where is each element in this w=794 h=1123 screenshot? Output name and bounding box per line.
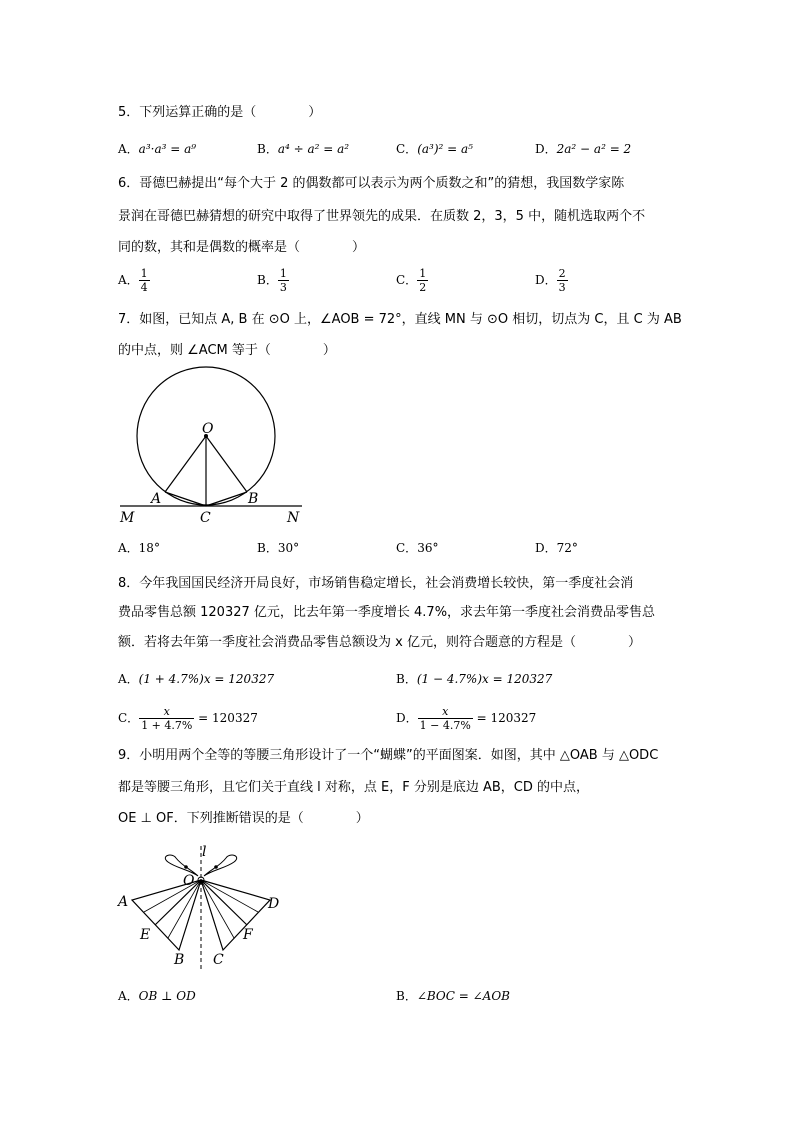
q6-line-1: 6．哥德巴赫提出“每个大于 2 的偶数都可以表示为两个质数之和”的猜想，我国数学家陈 (118, 176, 625, 191)
q9-label-d: D (268, 896, 280, 912)
q6-option-d-denominator: 3 (558, 281, 566, 294)
q7-option-c-label: C． (396, 541, 418, 555)
q9-label-o: O (183, 873, 195, 889)
q9-line-3: OE ⊥ OF．下列推断错误的是（ ） (118, 811, 369, 826)
q5-option-c (396, 141, 473, 157)
q7-segment-oa (165, 436, 206, 492)
q5-option-a-text: a³·a³ = a⁹ (138, 142, 197, 156)
q8-option-d-denominator: 1 − 4.7% (419, 719, 471, 732)
q8-option-c-rhs: = 120327 (198, 711, 258, 725)
q9-right-antenna (204, 855, 237, 876)
q7-option-a (118, 540, 160, 556)
q5-option-b (257, 141, 349, 157)
q5-option-a-label: A． (118, 142, 139, 156)
q8-option-b-label: B． (396, 672, 417, 686)
q7-option-b-label: B． (257, 541, 278, 555)
q9-label-e: E (140, 927, 151, 943)
q7-line-1: 7．如图，已知点 A, B 在 ⊙O 上，∠AOB = 72°，直线 MN 与 ⊙O 相切，切点为 C，且 C 为 AB (118, 312, 682, 327)
q6-option-b-label: B． (257, 273, 278, 287)
q8-option-c-fraction (139, 705, 194, 732)
q8-option-d-rhs: = 120327 (476, 711, 537, 725)
q9-label-f: F (243, 927, 253, 943)
q8-option-c-denominator: 1 + 4.7% (141, 719, 193, 732)
q6-option-b-fraction (278, 267, 289, 294)
q5-option-c-text: (a³)² = a⁵ (417, 142, 473, 156)
q7-segment-bc (206, 492, 247, 506)
q7-label-b: B (248, 491, 259, 507)
q6-line-2: 景润在哥德巴赫猜想的研究中取得了世界领先的成果．在质数 2，3，5 中，随机选取两个不 (118, 209, 646, 224)
q5-option-c-label: C． (396, 142, 418, 156)
q9-option-a-label: A． (118, 989, 139, 1003)
q6-option-d-fraction (557, 267, 568, 294)
q9-antenna-dot-left (184, 865, 188, 869)
q7-label-n: N (287, 510, 300, 526)
q6-option-b-denominator: 3 (279, 281, 287, 294)
q6-option-c-label: C． (396, 273, 418, 287)
q7-label-m: M (120, 510, 135, 526)
q7-label-c: C (200, 510, 211, 526)
q9-label-a: A (118, 894, 129, 910)
q7-option-a-text: 18° (138, 541, 160, 555)
q9-label-c: C (213, 952, 224, 968)
q7-option-b-text: 30° (277, 541, 300, 555)
q8-option-b (396, 671, 552, 687)
q9-line-1: 9．小明用两个全等的等腰三角形设计了一个“蝴蝶”的平面图案．如图，其中 △OAB 与 △ODC (118, 748, 659, 763)
q8-option-a-text: (1 + 4.7%)x = 120327 (138, 672, 275, 686)
q7-option-d (535, 540, 578, 556)
q7-line-2: 的中点，则 ∠ACM 等于（ ） (118, 343, 336, 358)
q5-option-d (535, 141, 631, 157)
q9-label-b: B (174, 952, 185, 968)
q9-antenna-dot-right (214, 865, 218, 869)
q7-option-a-label: A． (118, 541, 139, 555)
q5-option-b-label: B． (257, 142, 278, 156)
q7-option-d-text: 72° (556, 541, 578, 555)
q5-option-b-text: a⁴ ÷ a² = a² (277, 142, 350, 156)
q8-option-d-fraction (418, 705, 473, 732)
q8-option-a (118, 671, 274, 687)
q6-option-c-numerator: 1 (419, 267, 427, 280)
q9-butterfly-figure (110, 838, 300, 973)
q8-option-b-text: (1 − 4.7%)x = 120327 (416, 672, 553, 686)
q7-option-c (396, 540, 438, 556)
q8-option-c-numerator: x (139, 705, 194, 719)
q5-stem: 5．下列运算正确的是（ ） (118, 105, 322, 120)
q8-line-3: 额．若将去年第一季度社会消费品零售总额设为 x 亿元，则符合题意的方程是（ ） (118, 635, 641, 650)
q7-segment-ac (165, 492, 206, 506)
q8-option-c (118, 705, 258, 732)
q7-option-d-label: D． (535, 541, 557, 555)
q9-option-a (118, 988, 196, 1004)
q6-option-c-denominator: 2 (419, 281, 427, 294)
q8-option-d-label: D． (396, 711, 418, 725)
q7-circle-figure (110, 365, 310, 530)
q6-option-a-numerator: 1 (140, 267, 148, 280)
q7-label-o: O (202, 421, 214, 437)
q8-option-d-numerator: x (418, 705, 473, 719)
q7-option-b (257, 540, 299, 556)
q9-option-a-text: OB ⊥ OD (138, 989, 196, 1003)
q6-option-d (535, 267, 568, 294)
q7-label-a: A (151, 491, 162, 507)
q6-option-a-label: A． (118, 273, 139, 287)
q8-line-1: 8．今年我国国民经济开局良好，市场销售稳定增长，社会消费增长较快，第一季度社会消 (118, 576, 634, 591)
q8-line-2: 费品零售总额 120327 亿元，比去年第一季度增长 4.7%，求去年第一季度社会消费品零售总 (118, 605, 656, 620)
q6-option-c (396, 267, 428, 294)
q6-option-b-numerator: 1 (279, 267, 287, 280)
q8-option-d (396, 705, 536, 732)
q6-option-d-numerator: 2 (558, 267, 566, 280)
q5-option-d-label: D． (535, 142, 557, 156)
q5-option-d-text: 2a² − a² = 2 (556, 142, 632, 156)
q8-option-a-label: A． (118, 672, 139, 686)
q5-option-a (118, 141, 196, 157)
q9-option-b-label: B． (396, 989, 417, 1003)
q6-option-c-fraction (417, 267, 428, 294)
q9-label-l: l (202, 844, 207, 860)
q6-line-3: 同的数，其和是偶数的概率是（ ） (118, 240, 366, 255)
q6-option-d-label: D． (535, 273, 557, 287)
q6-option-a (118, 267, 150, 294)
q9-option-b (396, 988, 510, 1004)
q9-line-2: 都是等腰三角形，且它们关于直线 l 对称，点 E，F 分别是底边 AB，CD 的中点， (118, 780, 589, 795)
q7-option-c-text: 36° (417, 541, 439, 555)
q6-option-a-denominator: 4 (140, 281, 148, 294)
q9-option-b-text: ∠BOC = ∠AOB (416, 989, 511, 1003)
q8-option-c-label: C． (118, 711, 140, 725)
q7-segment-ob (206, 436, 247, 492)
q6-option-a-fraction (139, 267, 150, 294)
q6-option-b (257, 267, 289, 294)
